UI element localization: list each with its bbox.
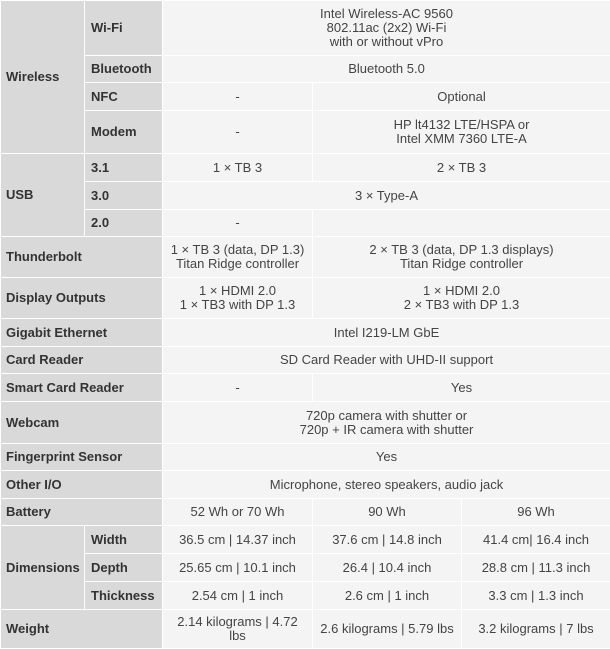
depth-value-1: 25.65 cm | 10.1 inch <box>163 554 313 582</box>
category-thunderbolt: Thunderbolt <box>1 237 163 278</box>
category-wireless: Wireless <box>1 1 85 154</box>
thunderbolt-value-a <box>163 237 313 278</box>
subcategory-modem: Modem <box>85 111 163 154</box>
table-row <box>1 237 610 278</box>
depth-value-2: 26.4 | 10.4 inch <box>313 554 462 582</box>
table-row <box>1 182 610 210</box>
usb31-value-b: 2 × TB 3 <box>313 154 610 182</box>
wifi-value <box>163 1 610 56</box>
bluetooth-value: Bluetooth 5.0 <box>163 56 610 83</box>
table-row <box>1 610 610 649</box>
table-row <box>1 374 610 402</box>
thickness-value-3: 3.3 cm | 1.3 inch <box>462 582 610 610</box>
wifi-value-text: Intel Wireless-AC 9560 802.11ac (2x2) Wi-Fi with or without vPro <box>320 6 453 49</box>
cardreader-value: SD Card Reader with UHD-II support <box>163 347 610 374</box>
subcategory-wifi: Wi-Fi <box>85 1 163 56</box>
thunderbolt-value-b <box>313 237 610 278</box>
otherio-value: Microphone, stereo speakers, audio jack <box>163 471 610 499</box>
modem-value-a: - <box>163 111 313 154</box>
category-dimensions: Dimensions <box>1 526 85 610</box>
subcategory-usb-3-1: 3.1 <box>85 154 163 182</box>
thickness-value-2: 2.6 cm | 1 inch <box>313 582 462 610</box>
webcam-value <box>163 402 610 444</box>
category-card-reader: Card Reader <box>1 347 163 374</box>
table-row <box>1 154 610 182</box>
width-value-2: 37.6 cm | 14.8 inch <box>313 526 462 554</box>
thunderbolt-value-b-text: 2 × TB 3 (data, DP 1.3 displays) Titan Ridge controller <box>369 242 553 271</box>
table-row <box>1 444 610 471</box>
table-row <box>1 83 610 111</box>
table-row <box>1 554 610 582</box>
table-row <box>1 1 610 56</box>
smartcard-value-a: - <box>163 374 313 402</box>
category-battery: Battery <box>1 499 163 526</box>
category-display-outputs: Display Outputs <box>1 278 163 319</box>
nfc-value-a: - <box>163 83 313 111</box>
subcategory-bluetooth: Bluetooth <box>85 56 163 83</box>
smartcard-value-b: Yes <box>313 374 610 402</box>
usb20-value-b <box>313 210 610 237</box>
depth-value-3: 28.8 cm | 11.3 inch <box>462 554 610 582</box>
subcategory-usb-3-0: 3.0 <box>85 182 163 210</box>
table-row <box>1 582 610 610</box>
battery-value-2: 90 Wh <box>313 499 462 526</box>
weight-value-2: 2.6 kilograms | 5.79 lbs <box>313 610 462 649</box>
weight-value-1-text: 2.14 kilograms | 4.72 lbs <box>177 614 297 643</box>
table-row <box>1 402 610 444</box>
usb20-value-a: - <box>163 210 313 237</box>
battery-value-3: 96 Wh <box>462 499 610 526</box>
category-other-io: Other I/O <box>1 471 163 499</box>
weight-value-3: 3.2 kilograms | 7 lbs <box>462 610 610 649</box>
category-gigabit-ethernet: Gigabit Ethernet <box>1 319 163 347</box>
category-weight: Weight <box>1 610 163 649</box>
subcategory-depth: Depth <box>85 554 163 582</box>
battery-value-1: 52 Wh or 70 Wh <box>163 499 313 526</box>
table-row <box>1 319 610 347</box>
display-value-b-text: 1 × HDMI 2.0 2 × TB3 with DP 1.3 <box>404 283 520 312</box>
subcategory-usb-2-0: 2.0 <box>85 210 163 237</box>
category-fingerprint-sensor: Fingerprint Sensor <box>1 444 163 471</box>
weight-value-1 <box>163 610 313 649</box>
table-row <box>1 471 610 499</box>
table-row <box>1 347 610 374</box>
category-smart-card-reader: Smart Card Reader <box>1 374 163 402</box>
thickness-value-1: 2.54 cm | 1 inch <box>163 582 313 610</box>
table-row <box>1 278 610 319</box>
display-value-a-text: 1 × HDMI 2.0 1 × TB3 with DP 1.3 <box>180 283 296 312</box>
width-value-1: 36.5 cm | 14.37 inch <box>163 526 313 554</box>
category-webcam: Webcam <box>1 402 163 444</box>
width-value-3: 41.4 cm| 16.4 inch <box>462 526 610 554</box>
fingerprint-value: Yes <box>163 444 610 471</box>
thunderbolt-value-a-text: 1 × TB 3 (data, DP 1.3) Titan Ridge controller <box>171 242 305 271</box>
nfc-value-b: Optional <box>313 83 610 111</box>
table-row <box>1 499 610 526</box>
table-row <box>1 526 610 554</box>
subcategory-thickness: Thickness <box>85 582 163 610</box>
display-value-b <box>313 278 610 319</box>
modem-value-b-text: HP lt4132 LTE/HSPA or Intel XMM 7360 LTE-A <box>394 117 530 146</box>
subcategory-width: Width <box>85 526 163 554</box>
modem-value-b <box>313 111 610 154</box>
table-row <box>1 56 610 83</box>
table-row <box>1 111 610 154</box>
webcam-value-text: 720p camera with shutter or 720p + IR camera with shutter <box>300 408 474 437</box>
ethernet-value: Intel I219-LM GbE <box>163 319 610 347</box>
table-row <box>1 210 610 237</box>
display-value-a <box>163 278 313 319</box>
usb31-value-a: 1 × TB 3 <box>163 154 313 182</box>
category-usb: USB <box>1 154 85 237</box>
subcategory-nfc: NFC <box>85 83 163 111</box>
usb30-value: 3 × Type-A <box>163 182 610 210</box>
